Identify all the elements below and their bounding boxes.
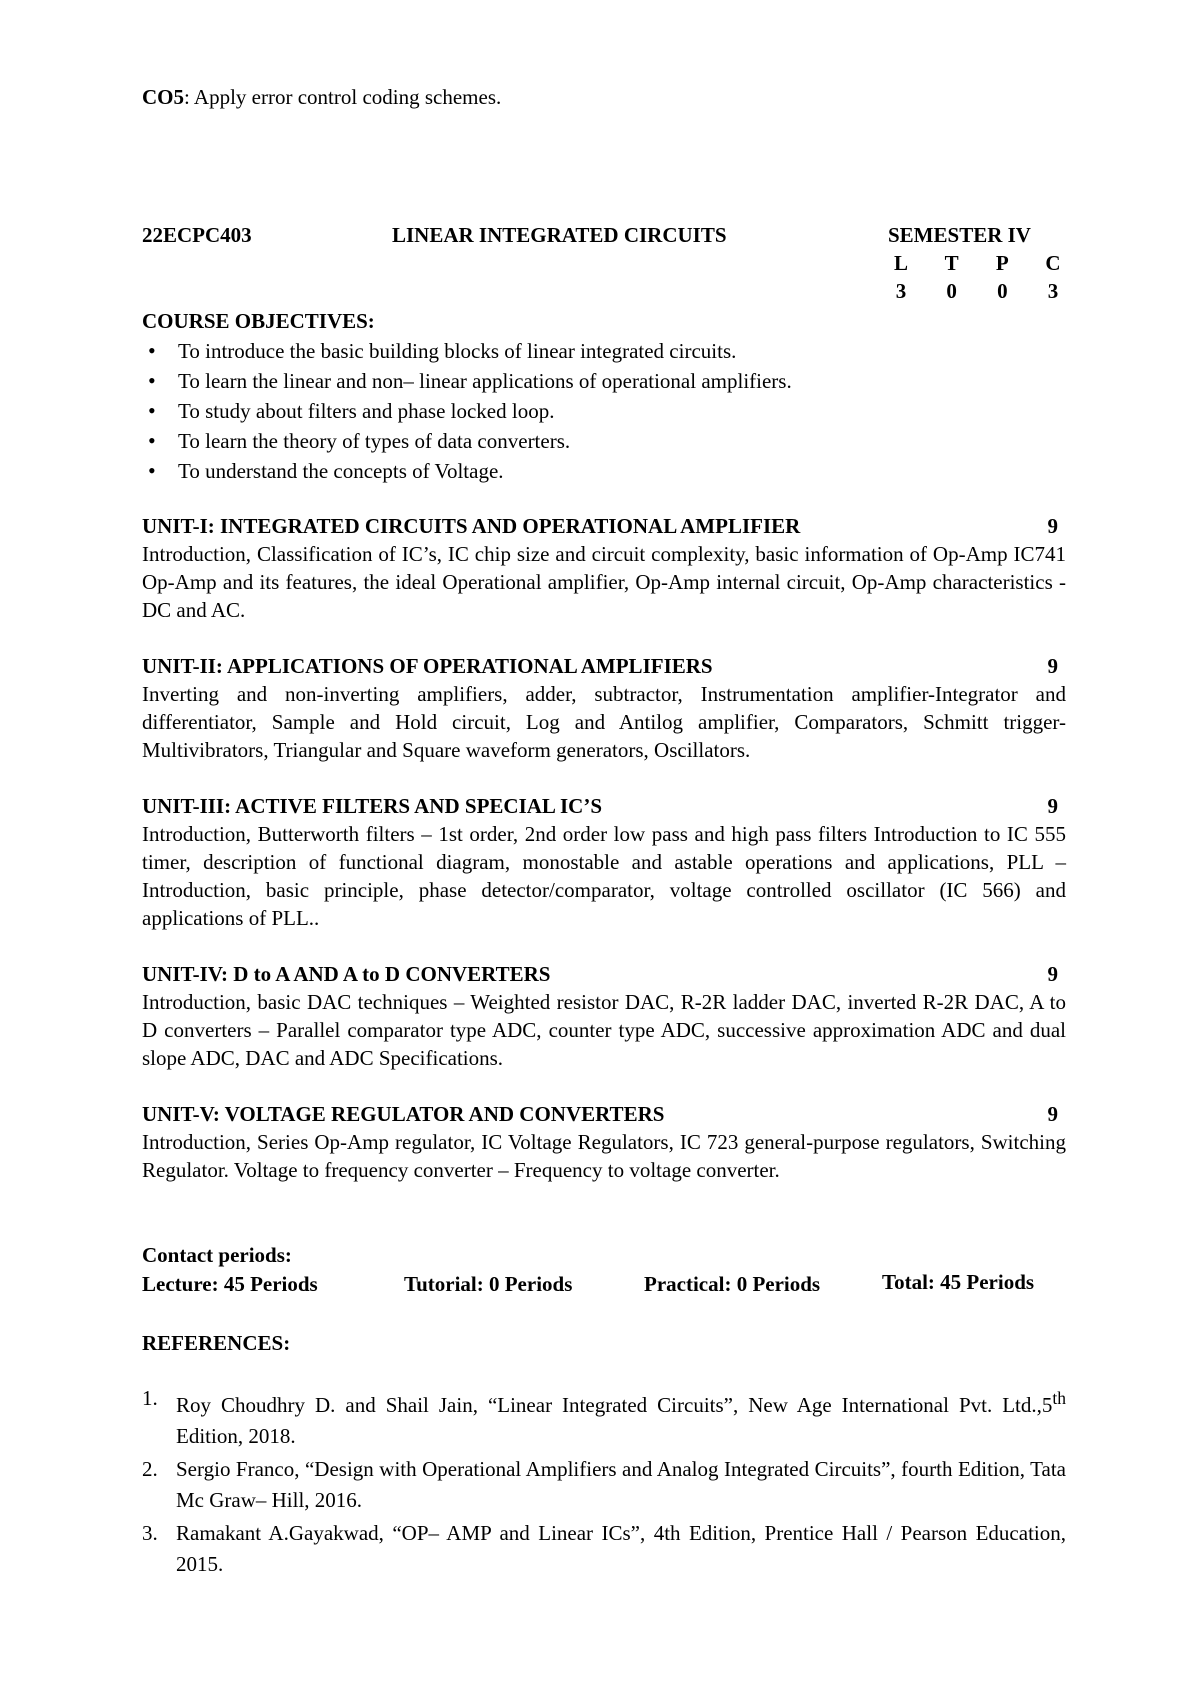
unit-hours: 9: [1047, 654, 1058, 678]
reference-superscript: th: [1052, 1388, 1066, 1408]
unit-heading: [142, 512, 1066, 540]
unit-content: Introduction, Classification of IC’s, IC chip size and circuit complexity, basic information of Op-Amp IC741 Op-Amp and its features, the ideal Operational amplifier, Op-Amp internal circuit, Op-Amp characteristics - DC and AC.: [142, 542, 1066, 622]
ltpc-label-p: P: [995, 251, 1009, 275]
objective-item: • To study about filters and phase locked loop.: [142, 396, 792, 426]
unit-title: UNIT-V: VOLTAGE REGULATOR AND CONVERTERS: [142, 1102, 665, 1126]
unit-content: Inverting and non-inverting amplifiers, adder, subtractor, Instrumentation amplifier-Integrator and differentiator, Sample and Hold circuit, Log and Antilog amplifier, Comparators, Schmitt trigger- Multivibrators, Triangular and Square waveform generators, Oscillators.: [142, 682, 1066, 762]
unit-content: Introduction, Series Op-Amp regulator, IC Voltage Regulators, IC 723 general-purpose regulators, Switching Regulator. Voltage to frequency converter – Frequency to voltage converter.: [142, 1130, 1066, 1182]
periods-row: [142, 1271, 1066, 1301]
reference-text: Roy Choudhry D. and Shail Jain, “Linear Integrated Circuits”, New Age International Pvt. Ltd.,5: [176, 1393, 1053, 1417]
objectives-heading: COURSE OBJECTIVES:: [142, 309, 375, 333]
objective-item: • To understand the concepts of Voltage.: [142, 456, 792, 486]
course-title: LINEAR INTEGRATED CIRCUITS: [392, 223, 727, 247]
reference-number: 2.: [142, 1457, 158, 1481]
unit-2: [142, 652, 1066, 764]
co5-label: CO5: [142, 85, 184, 109]
tutorial-periods: Tutorial: 0 Periods: [404, 1272, 573, 1296]
unit-title: UNIT-IV: D to A AND A to D CONVERTERS: [142, 962, 551, 986]
unit-5: [142, 1100, 1066, 1184]
unit-hours: 9: [1047, 962, 1058, 986]
lecture-periods: Lecture: 45 Periods: [142, 1272, 318, 1296]
ltpc-label-l: L: [893, 251, 908, 275]
unit-content: Introduction, Butterworth filters – 1st order, 2nd order low pass and high pass filters Introduction to IC 555 timer, description of functional diagram, monostable and astable operations and applications, PLL – Introduction, basic principle, phase detector/comparator, voltage controlled oscillator (IC 566) and applications of PLL..: [142, 822, 1066, 930]
ltpc-value-l: 3: [895, 279, 907, 303]
ltpc-label-t: T: [944, 251, 959, 275]
ltpc-value-p: 0: [997, 279, 1008, 303]
ltpc-values: [892, 278, 1062, 304]
objective-item: • To introduce the basic building blocks of linear integrated circuits.: [142, 336, 792, 366]
reference-text-tail: Edition, 2018.: [176, 1424, 296, 1448]
reference-text: Ramakant A.Gayakwad, “OP– AMP and Linear ICs”, 4th Edition, Prentice Hall / Pearson Education, 2015.: [176, 1521, 1066, 1576]
practical-periods: Practical: 0 Periods: [644, 1272, 821, 1296]
references-heading: REFERENCES:: [142, 1331, 291, 1355]
co5-text: : Apply error control coding schemes.: [184, 85, 502, 109]
objective-item: • To learn the theory of types of data converters.: [142, 426, 792, 456]
course-outcome-co5: [142, 84, 501, 110]
course-header: [142, 222, 1066, 312]
unit-4: [142, 960, 1066, 1072]
unit-heading: [142, 652, 1066, 680]
reference-text: Sergio Franco, “Design with Operational Amplifiers and Analog Integrated Circuits”, fourth Edition, Tata Mc Graw– Hill, 2016.: [176, 1457, 1066, 1512]
references-list: [142, 1383, 1066, 1582]
unit-title: UNIT-II: APPLICATIONS OF OPERATIONAL AMPLIFIERS: [142, 654, 713, 678]
reference-item: [142, 1454, 1066, 1516]
unit-1: [142, 512, 1066, 624]
ltpc-label-c: C: [1045, 251, 1061, 275]
semester-label: SEMESTER IV: [888, 223, 1031, 247]
objectives-list: [142, 336, 792, 486]
unit-heading: [142, 960, 1066, 988]
unit-3: [142, 792, 1066, 932]
unit-content: Introduction, basic DAC techniques – Weighted resistor DAC, R-2R ladder DAC, inverted R-2R DAC, A to D converters – Parallel comparator type ADC, counter type ADC, successive approximation ADC and dual slope ADC, DAC and ADC Specifications.: [142, 990, 1066, 1070]
ltpc-labels: [892, 250, 1062, 276]
objective-item: • To learn the linear and non– linear applications of operational amplifiers.: [142, 366, 792, 396]
unit-hours: 9: [1047, 794, 1058, 818]
unit-hours: 9: [1047, 514, 1058, 538]
unit-hours: 9: [1047, 1102, 1058, 1126]
total-periods: Total: 45 Periods: [882, 1270, 1035, 1294]
contact-periods: [142, 1240, 1066, 1296]
ltpc-value-c: 3: [1047, 279, 1059, 303]
reference-number: 1.: [142, 1386, 158, 1410]
contact-periods-heading: Contact periods:: [142, 1243, 292, 1267]
unit-heading: [142, 1100, 1066, 1128]
reference-item: [142, 1383, 1066, 1452]
reference-number: 3.: [142, 1521, 158, 1545]
ltpc-value-t: 0: [946, 279, 957, 303]
unit-title: UNIT-I: INTEGRATED CIRCUITS AND OPERATIONAL AMPLIFIER: [142, 514, 801, 538]
reference-item: [142, 1518, 1066, 1580]
unit-title: UNIT-III: ACTIVE FILTERS AND SPECIAL IC’S: [142, 794, 603, 818]
unit-heading: [142, 792, 1066, 820]
course-code: 22ECPC403: [142, 223, 252, 247]
